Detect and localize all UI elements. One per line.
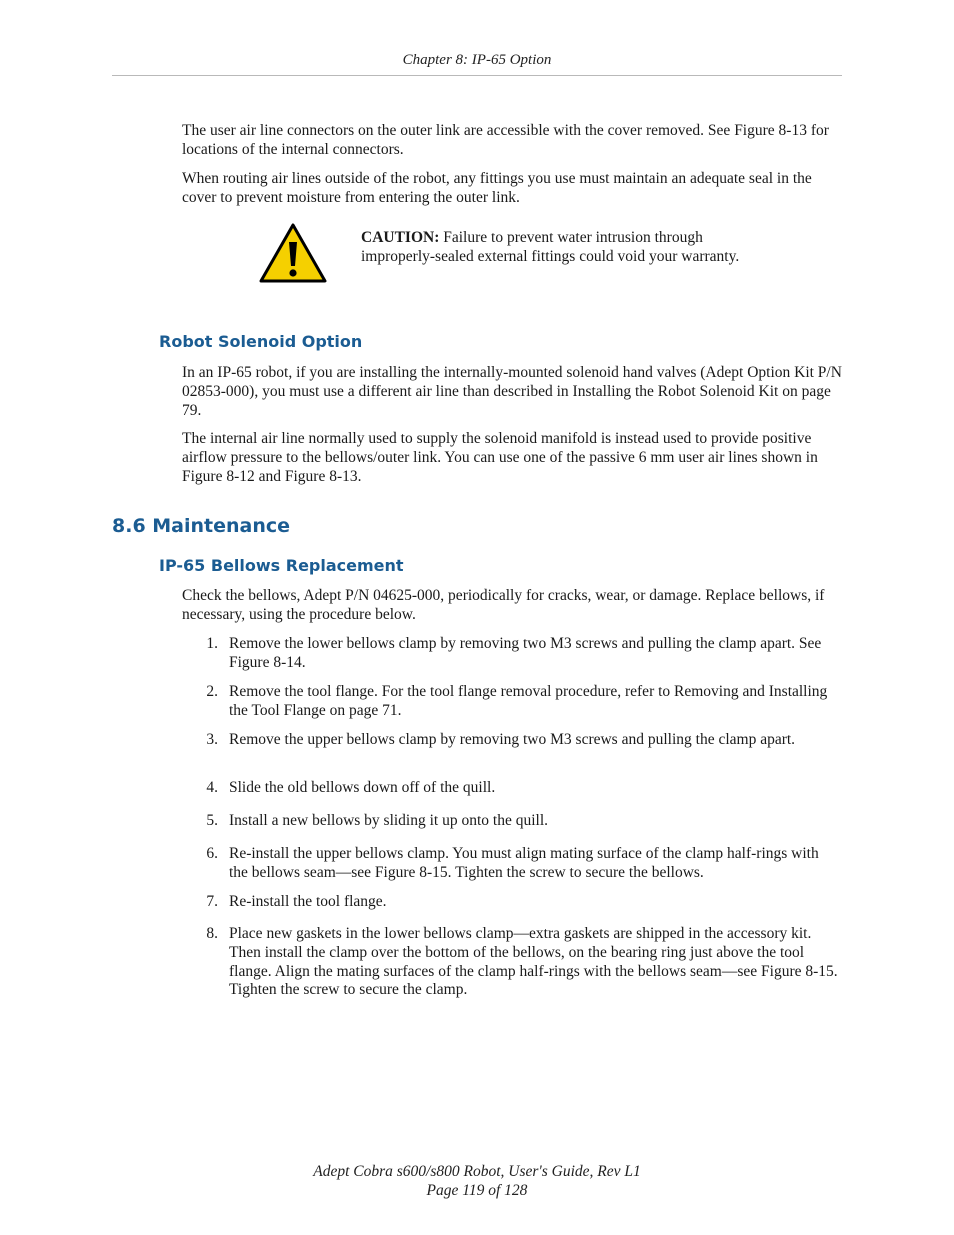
- running-header: Chapter 8: IP-65 Option: [402, 52, 552, 68]
- caution-label: CAUTION:: [361, 229, 440, 246]
- bellows-intro-paragraph: Check the bellows, Adept P/N 04625-000, periodically for cracks, wear, or damage. Replace bellows, if necessary, using the procedure below.: [182, 587, 825, 623]
- step-text: Re-install the upper bellows clamp. You must align mating surface of the clamp half-rings with the bellows seam—see Figure 8-15. Tighten the screw to secure the bellows.: [229, 845, 819, 881]
- step-text: Re-install the tool flange.: [229, 893, 387, 910]
- step-text: Place new gaskets in the lower bellows clamp—extra gaskets are shipped in the accessory kit. Then install the clamp over the bottom of the bellows, on the bearing ring just above the tool flange. Align the mating surfaces of the clamp half-rings with the bellows seam—see Figure 8-15. Tighten the screw to secure the clamp.: [229, 925, 838, 999]
- step-number: 5.: [206, 812, 218, 829]
- step-number: 4.: [206, 779, 218, 796]
- step-text: Remove the tool flange. For the tool flange removal procedure, refer to Removing and Installing the Tool Flange on page 71.: [229, 683, 828, 719]
- step-text: Remove the lower bellows clamp by removing two M3 screws and pulling the clamp apart. See Figure 8-14.: [229, 635, 822, 671]
- page-footer: [0, 1162, 954, 1200]
- caution-message: Failure to prevent water intrusion through improperly-sealed external fittings could void your warranty.: [361, 229, 740, 265]
- step-number: 3.: [206, 731, 218, 748]
- maintenance-heading: 8.6 Maintenance: [112, 515, 291, 537]
- step-text: Remove the upper bellows clamp by removing two M3 screws and pulling the clamp apart.: [229, 731, 796, 748]
- footer-page-number: Page 119 of 128: [426, 1182, 528, 1199]
- step-number: 1.: [206, 635, 218, 652]
- header-rule: [112, 75, 842, 76]
- bellows-replacement-heading: IP-65 Bellows Replacement: [159, 556, 404, 575]
- robot-solenoid-heading: Robot Solenoid Option: [159, 332, 363, 351]
- intro-paragraph-1: The user air line connectors on the outer link are accessible with the cover removed. See Figure 8-13 for locations of the internal connectors.: [182, 122, 829, 158]
- step-number: 8.: [206, 925, 218, 942]
- solenoid-paragraph-2: The internal air line normally used to supply the solenoid manifold is instead used to provide positive airflow pressure to the bellows/outer link. You can use one of the passive 6 mm user air lines shown in Figure 8-12 and Figure 8-13.: [182, 430, 818, 485]
- footer-document-title: Adept Cobra s600/s800 Robot, User's Guide, Rev L1: [313, 1163, 641, 1180]
- caution-note: [361, 228, 761, 266]
- solenoid-paragraph-1: In an IP-65 robot, if you are installing the internally-mounted solenoid hand valves (Adept Option Kit P/N 02853-000), you must use a different air line than described in Installing the Robot Solenoid Kit on page 79.: [182, 364, 842, 419]
- warning-triangle-icon: [258, 222, 328, 284]
- step-number: 7.: [206, 893, 218, 910]
- step-text: Install a new bellows by sliding it up onto the quill.: [229, 812, 549, 829]
- step-number: 6.: [206, 845, 218, 862]
- step-number: 2.: [206, 683, 218, 700]
- intro-paragraph-2: When routing air lines outside of the robot, any fittings you use must maintain an adequate seal in the cover to prevent moisture from entering the outer link.: [182, 170, 812, 206]
- step-text: Slide the old bellows down off of the quill.: [229, 779, 496, 796]
